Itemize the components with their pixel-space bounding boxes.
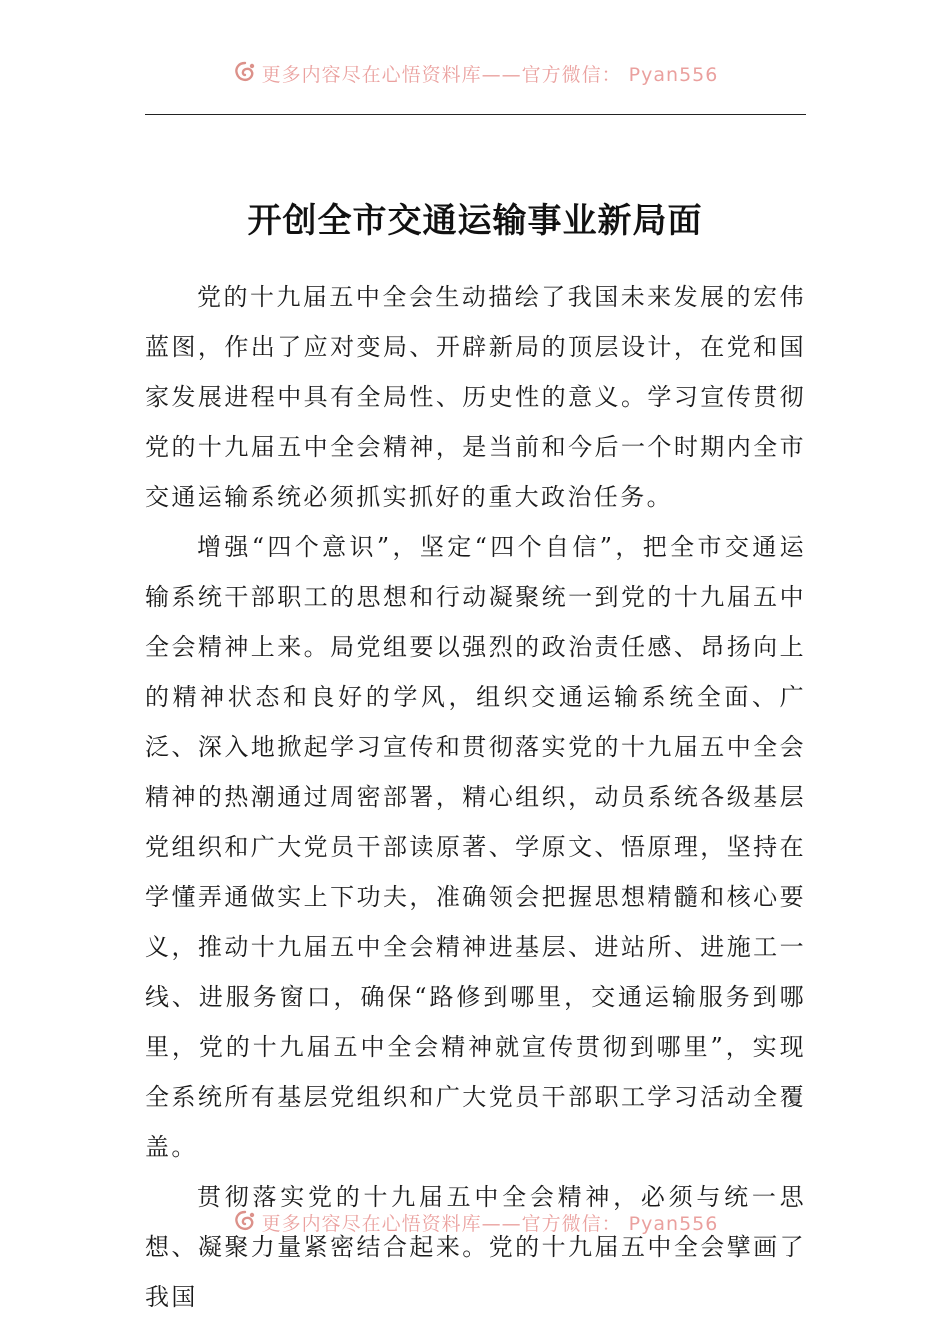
watermark-text: 更多内容尽在心悟资料库——官方微信： Pyan556	[261, 63, 719, 86]
swirl-logo-icon	[232, 60, 258, 86]
paragraph-3: 贯彻落实党的十九届五中全会精神，必须与统一思想、凝聚力量紧密结合起来。党的十九届五中全会擘画了我国	[145, 1183, 806, 1311]
watermark-text: 更多内容尽在心悟资料库——官方微信： Pyan556	[261, 1212, 719, 1235]
header-divider	[145, 114, 806, 115]
paragraph-1: 党的十九届五中全会生动描绘了我国未来发展的宏伟蓝图，作出了应对变局、开辟新局的顶层设计，在党和国家发展进程中具有全局性、历史性的意义。学习宣传贯彻党的十九届五中全会精神，是当前和今后一个时期内全市交通运输系统必须抓实抓好的重大政治任务。	[145, 283, 806, 511]
swirl-logo-icon	[232, 1209, 258, 1235]
watermark-header	[0, 58, 950, 88]
document-title: 开创全市交通运输事业新局面	[247, 200, 703, 241]
paragraph-2: 增强“四个意识”，坚定“四个自信”，把全市交通运输系统干部职工的思想和行动凝聚统一到党的十九届五中全会精神上来。局党组要以强烈的政治责任感、昂扬向上的精神状态和良好的学风，组织交通运输系统全面、广泛、深入地掀起学习宣传和贯彻落实党的十九届五中全会精神的热潮通过周密部署，精心组织，动员系统各级基层党组织和广大党员干部读原著、学原文、悟原理，坚持在学懂弄通做实上下功夫，准确领会把握思想精髓和核心要义，推动十九届五中全会精神进基层、进站所、进施工一线、进服务窗口，确保“路修到哪里，交通运输服务到哪里，党的十九届五中全会精神就宣传贯彻到哪里”，实现全系统所有基层党组织和广大党员干部职工学习活动全覆盖。	[145, 533, 806, 1161]
watermark-footer	[0, 1207, 950, 1237]
